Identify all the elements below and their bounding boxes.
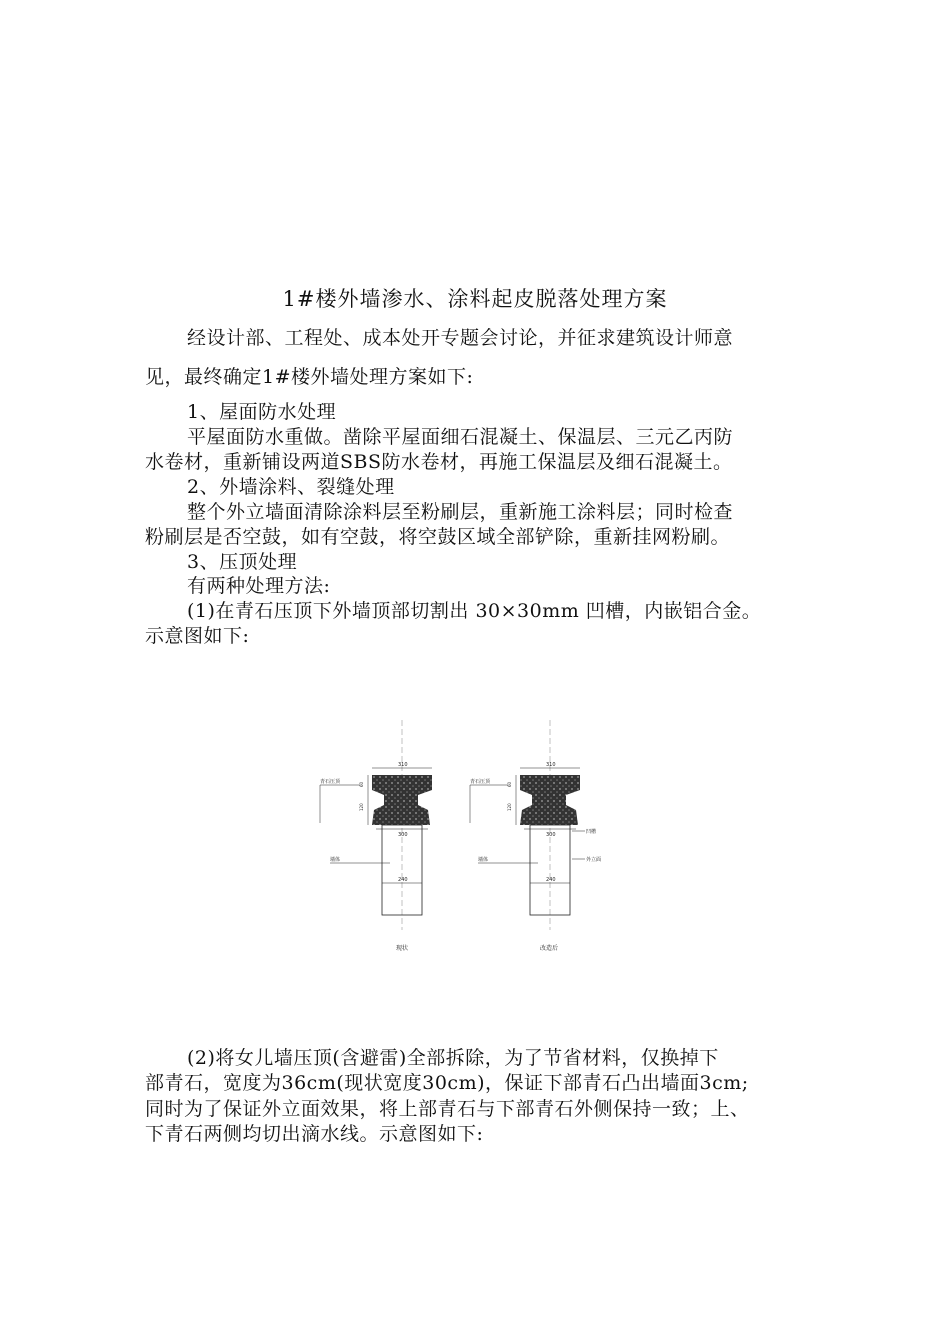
- dim-h2: 120: [359, 803, 364, 811]
- caption-current: 现状: [396, 945, 409, 952]
- paragraph: (1)在青石压顶下外墙顶部切割出 30×30mm 凹槽，内嵌铝合金。: [187, 600, 762, 622]
- paragraph: 示意图如下:: [145, 625, 250, 647]
- stone-coping-shape: [372, 775, 432, 825]
- dim-h1: 60: [507, 781, 512, 787]
- label-groove: 凹槽: [586, 829, 597, 835]
- paragraph: 平屋面防水重做。凿除平屋面细石混凝土、保温层、三元乙丙防: [187, 426, 734, 448]
- paragraph: 粉刷层是否空鼓，如有空鼓，将空鼓区域全部铲除，重新挂网粉刷。: [145, 526, 731, 548]
- section-heading: 1、屋面防水处理: [187, 401, 337, 423]
- section-heading: 3、压顶处理: [187, 551, 298, 573]
- paragraph: 整个外立墙面清除涂料层至粉刷层，重新施工涂料层；同时检查: [187, 501, 734, 523]
- label-wall: 墙体: [478, 857, 489, 863]
- page-title: 1#楼外墙渗水、涂料起皮脱落处理方案: [282, 287, 668, 311]
- label-facade: 外立面: [586, 857, 602, 863]
- coping-diagram: [300, 715, 630, 960]
- paragraph: 部青石，宽度为36cm(现状宽度30cm)，保证下部青石凸出墙面3cm;: [145, 1072, 749, 1094]
- paragraph: (2)将女儿墙压顶(含避雷)全部拆除，为了节省材料，仅换掉下: [187, 1047, 719, 1069]
- dim-top: 310: [546, 762, 556, 768]
- dim-top: 310: [398, 762, 408, 768]
- paragraph: 水卷材，重新铺设两道SBS防水卷材，再施工保温层及细石混凝土。: [145, 451, 733, 473]
- stone-coping-shape: [520, 775, 580, 825]
- detail-current: [320, 720, 432, 952]
- dim-mid: 300: [398, 832, 408, 838]
- detail-modified: [470, 720, 601, 952]
- label-stone: 青石压顶: [320, 779, 341, 785]
- dim-wall: 240: [546, 877, 556, 883]
- caption-modified: 改造后: [540, 945, 559, 952]
- paragraph: 有两种处理方法:: [187, 575, 331, 597]
- paragraph: 经设计部、工程处、成本处开专题会讨论，并征求建筑设计师意: [187, 327, 734, 349]
- label-wall: 墙体: [330, 857, 341, 863]
- paragraph: 见，最终确定1#楼外墙处理方案如下:: [145, 366, 474, 388]
- dim-mid: 300: [546, 832, 556, 838]
- dim-h2: 120: [507, 803, 512, 811]
- section-heading: 2、外墙涂料、裂缝处理: [187, 476, 395, 498]
- dim-h1: 60: [359, 781, 364, 787]
- label-stone: 青石压顶: [470, 779, 491, 785]
- dim-wall: 240: [398, 877, 408, 883]
- paragraph: 下青石两侧均切出滴水线。示意图如下:: [145, 1123, 484, 1145]
- paragraph: 同时为了保证外立面效果，将上部青石与下部青石外侧保持一致；上、: [145, 1098, 750, 1120]
